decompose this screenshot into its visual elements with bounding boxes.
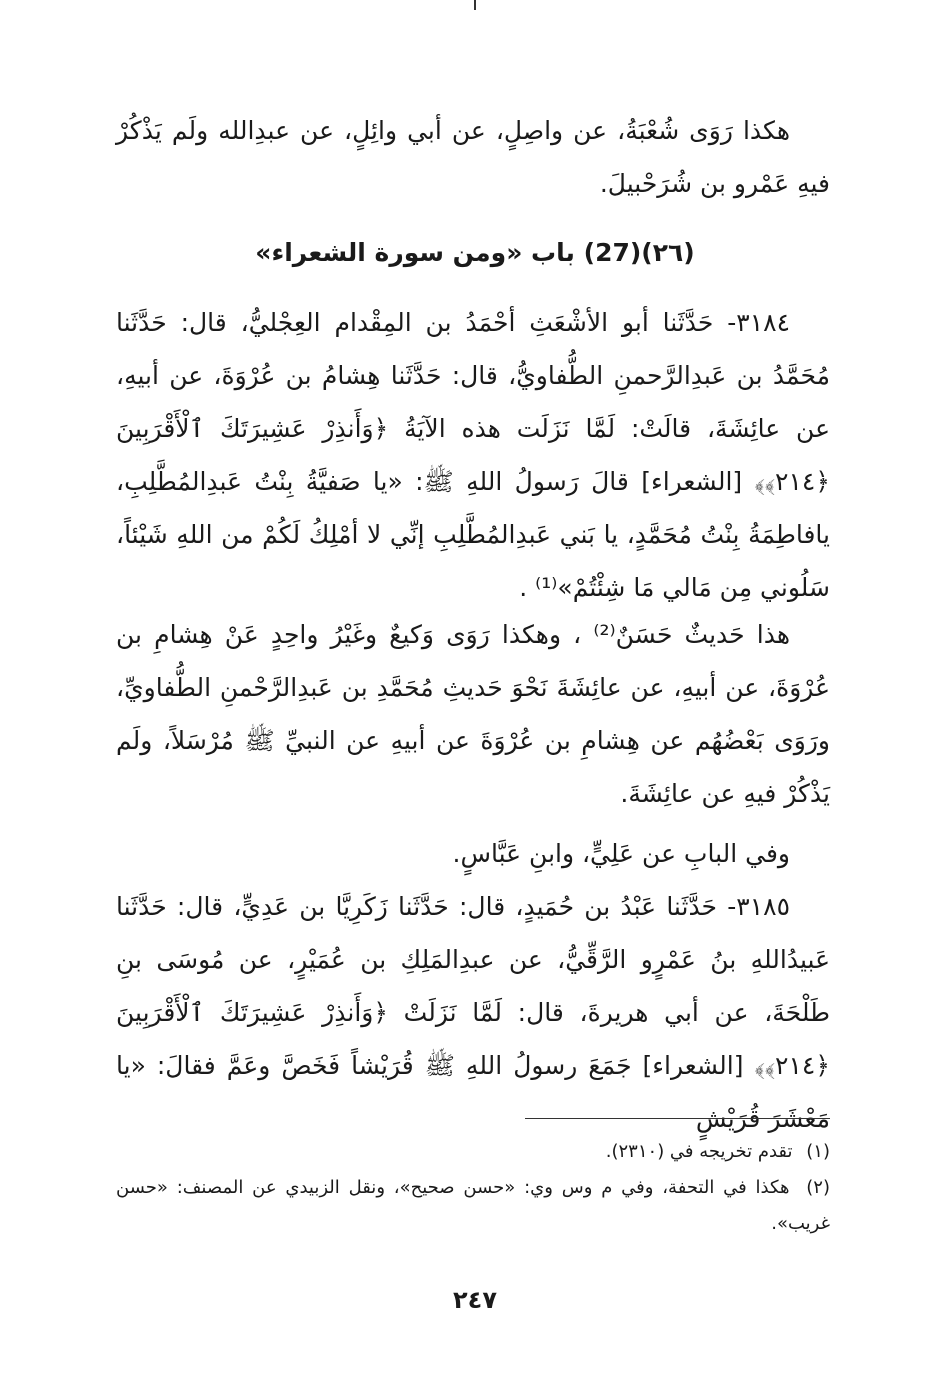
paragraph-intro-note: هكذا رَوَى شُعْبَةُ، عن واصِلٍ، عن أبي وائِلٍ، عن عبدِالله ولَم يَذْكُرْ فيهِ عَمْرو بن شُرَحْبيلَ. <box>116 116 830 198</box>
footnote-1-text: تقدم تخريجه في (٢٣١٠). <box>605 1141 793 1162</box>
footnote-separator <box>525 1118 830 1119</box>
footnote-1 <box>116 1134 830 1170</box>
chapter-references: وفي البابِ عن عَلِيٍّ، وابنِ عَبَّاسٍ. <box>452 839 790 868</box>
footnote-2-number: (٢) <box>806 1177 830 1198</box>
hadith-3184-commentary: هذا حَديثٌ حَسَنٌ⁽²⁾ ، وهكذا رَوَى وَكيعٌ وغَيْرُ واحِدٍ عَنْ هِشامِ بن عُرْوَةَ، عن أبيهِ، عن عائِشَةَ نَحْوَ حَديثِ مُحَمَّدِ بن عَبدِالرَّحْمنِ الطُّفاويِّ، ورَوَى بَعْضُهُم عن هِشامِ بن عُرْوَةَ عن أبيهِ عن النبيِّ ﷺ مُرْسَلاً، ولَم يَذْكُرْ فيهِ عن عائِشَةَ. <box>116 620 830 808</box>
chapter-heading: (٢٦)(27) باب «ومن سورة الشعراء» <box>255 238 695 267</box>
page-number: ٢٤٧ <box>453 1286 497 1314</box>
footnote-2-text: هكذا في التحفة، وفي م وس وي: «حسن صحيح»، ونقل الزبيدي عن المصنف: «حسن غريب». <box>116 1177 830 1234</box>
top-edge-mark <box>474 0 476 10</box>
footnote-2 <box>116 1170 830 1242</box>
footnotes <box>116 1134 830 1242</box>
hadith-3185: ٣١٨٥- حَدَّثَنا عَبْدُ بن حُمَيدٍ، قال: حَدَّثَنا زَكَرِيَّا بن عَدِيٍّ، قال: حَدَّثَنا عَبيدُاللهِ بنُ عَمْرٍو الرَّقِّيُّ، عن عبدِالمَلِكِ بن عُمَيْرٍ، عن مُوسَى بنِ طَلْحَةَ، عن أبي هريرةَ، قال: لَمَّا نَزَلَتْ ﴿وَأَنذِرْ عَشِيرَتَكَ ٱلْأَقْرَبِينَ ﴿٢١٤﴾﴾ [الشعراء] جَمَعَ رسولُ اللهِ ﷺ قُرَيْشاً فَخَصَّ وعَمَّ فقالَ: «يا مَعْشَرَ قُرَيْشٍ <box>116 892 830 1133</box>
hadith-3184: ٣١٨٤- حَدَّثَنا أبو الأشْعَثِ أحْمَدُ بن المِقْدام العِجْليُّ، قال: حَدَّثَنا مُحَمَّدُ بن عَبدِالرَّحمنِ الطُّفاويُّ، قال: حَدَّثَنا هِشامُ بن عُرْوَةَ، عن أبيهِ، عن عائِشَةَ، قالَتْ: لَمَّا نَزَلَت هذه الآيَةُ ﴿وَأَنذِرْ عَشِيرَتَكَ ٱلْأَقْرَبِينَ ﴿٢١٤﴾﴾ [الشعراء] قالَ رَسولُ اللهِ ﷺ: «يا صَفيَّةُ بِنْتُ عَبدِالمُطَّلِبِ، يافاطِمَةُ بِنْتُ مُحَمَّدٍ، يا بَني عَبدِالمُطَّلِبِ إنِّي لا أمْلِكُ لَكُمْ من اللهِ شَيْئاً، سَلُوني مِن مَالي مَا شِئْتُمْ»⁽¹⁾ . <box>116 308 830 602</box>
footnote-1-number: (١) <box>806 1141 830 1162</box>
